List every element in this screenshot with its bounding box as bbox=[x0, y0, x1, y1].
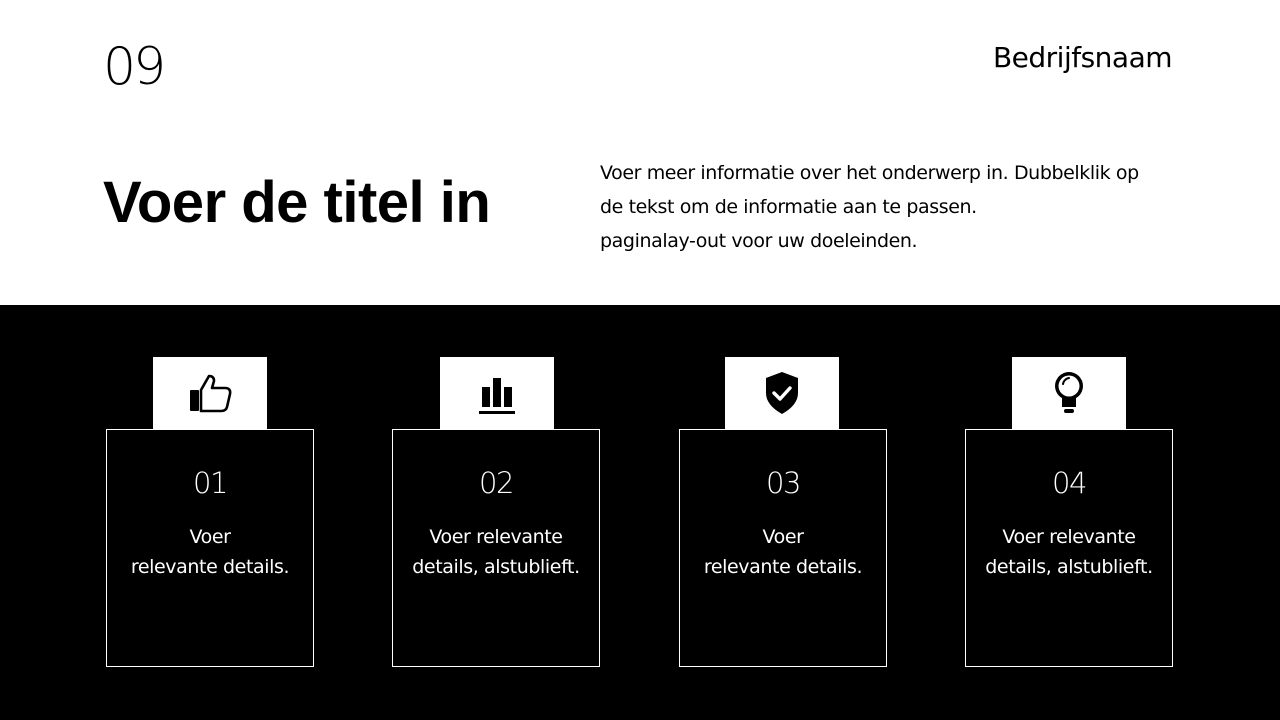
icon-tile bbox=[1012, 357, 1126, 429]
page-number: 09 bbox=[103, 37, 164, 97]
card-text-line: Voer relevante bbox=[429, 526, 563, 548]
company-name: Bedrijfsnaam bbox=[992, 41, 1172, 74]
thumbs-up-icon bbox=[186, 369, 234, 417]
card-number: 04 bbox=[1052, 466, 1086, 500]
card-text-line: relevante details. bbox=[703, 556, 863, 578]
description-line: Voer meer informatie over het onderwerp in. Dubbelklik op bbox=[600, 162, 1139, 184]
card-number: 03 bbox=[766, 466, 800, 500]
card-text bbox=[397, 522, 595, 582]
description-line: de tekst om de informatie aan te passen. bbox=[600, 196, 977, 218]
feature-card bbox=[965, 357, 1173, 667]
shield-check-icon bbox=[758, 369, 806, 417]
card-frame bbox=[965, 429, 1173, 667]
card-text-line: Voer bbox=[189, 526, 231, 548]
card-frame bbox=[106, 429, 314, 667]
card-number: 02 bbox=[479, 466, 513, 500]
icon-tile bbox=[153, 357, 267, 429]
feature-card bbox=[106, 357, 314, 667]
icon-tile bbox=[725, 357, 839, 429]
card-text-line: relevante details. bbox=[130, 556, 290, 578]
card-text bbox=[970, 522, 1168, 582]
card-text-line: Voer relevante bbox=[1002, 526, 1136, 548]
description-line: paginalay-out voor uw doeleinden. bbox=[600, 230, 918, 252]
icon-tile bbox=[440, 357, 554, 429]
description bbox=[600, 156, 1180, 258]
card-frame bbox=[679, 429, 887, 667]
lightbulb-icon bbox=[1045, 369, 1093, 417]
card-text bbox=[111, 522, 309, 582]
card-text-line: details, alstublieft. bbox=[985, 556, 1153, 578]
feature-card bbox=[392, 357, 600, 667]
page-title: Voer de titel in bbox=[103, 170, 491, 235]
card-number: 01 bbox=[193, 466, 227, 500]
card-text-line: details, alstublieft. bbox=[412, 556, 580, 578]
card-text bbox=[684, 522, 882, 582]
bar-chart-icon bbox=[473, 369, 521, 417]
card-text-line: Voer bbox=[762, 526, 804, 548]
card-frame bbox=[392, 429, 600, 667]
feature-card bbox=[679, 357, 887, 667]
